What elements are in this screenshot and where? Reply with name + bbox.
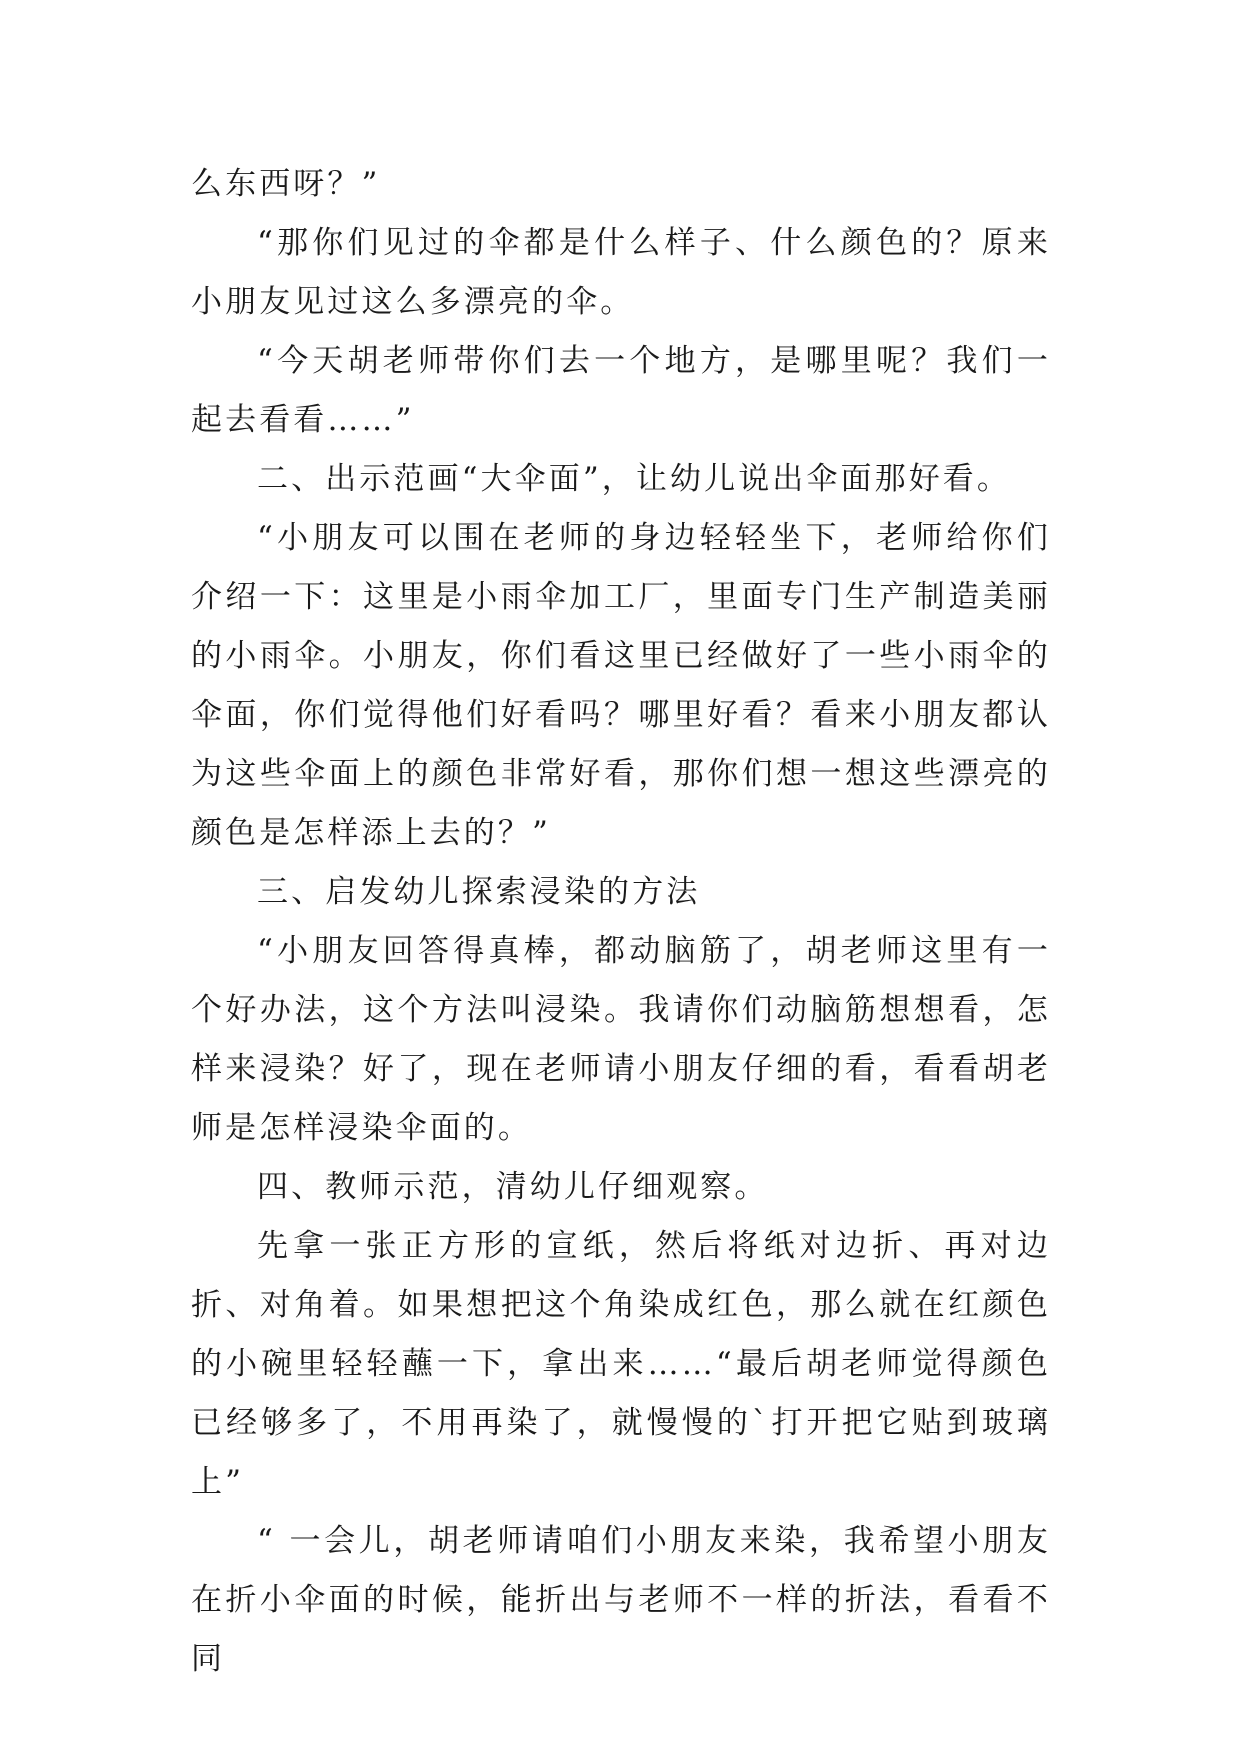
paragraph: “小朋友可以围在老师的身边轻轻坐下，老师给你们介绍一下：这里是小雨伞加工厂，里面专门生产制造美丽的小雨伞。小朋友，你们看这里已经做好了一些小雨伞的伞面，你们觉得他们好看吗？哪里好看？看来小朋友都认为这些伞面上的颜色非常好看，那你们想一想这些漂亮的颜色是怎样添上去的？” bbox=[191, 520, 1051, 851]
section-heading: 四、教师示范，清幼儿仔细观察。 bbox=[257, 1169, 769, 1205]
paragraph: “小朋友回答得真棒，都动脑筋了，胡老师这里有一个好办法，这个方法叫浸染。我请你们动脑筋想想看，怎样来浸染？好了，现在老师请小朋友仔细的看，看看胡老师是怎样浸染伞面的。 bbox=[191, 933, 1051, 1146]
paragraph: “ 一会儿，胡老师请咱们小朋友来染，我希望小朋友在折小伞面的时候，能折出与老师不一样的折法，看看不同 bbox=[191, 1523, 1051, 1677]
paragraph: “今天胡老师带你们去一个地方，是哪里呢？我们一起去看看……” bbox=[191, 343, 1051, 438]
section-heading: 二、出示范画“大伞面”，让幼儿说出伞面那好看。 bbox=[257, 461, 1011, 497]
paragraph: “那你们见过的伞都是什么样子、什么颜色的？原来小朋友见过这么多漂亮的伞。 bbox=[191, 225, 1051, 320]
document-body bbox=[191, 155, 1051, 1689]
paragraph: 么东西呀？” bbox=[191, 166, 381, 202]
section-heading: 三、启发幼儿探索浸染的方法 bbox=[257, 874, 701, 910]
paragraph: 先拿一张正方形的宣纸，然后将纸对边折、再对边折、对角着。如果想把这个角染成红色，那么就在红颜色的小碗里轻轻蘸一下，拿出来……“最后胡老师觉得颜色已经够多了，不用再染了，就慢慢的`打开把它贴到玻璃上” bbox=[191, 1228, 1051, 1500]
